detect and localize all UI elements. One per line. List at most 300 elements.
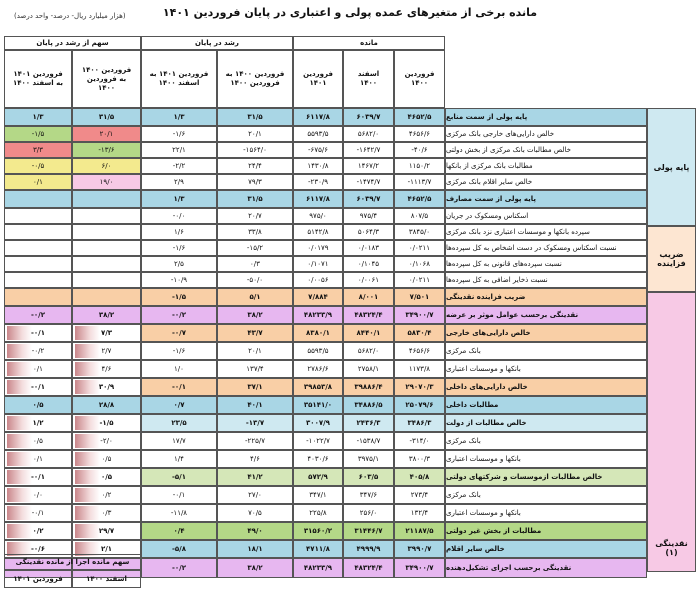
cell-value: ۴۹۹۹/۹: [356, 545, 381, 553]
data-table: [4, 36, 696, 591]
table-cell: [293, 360, 343, 378]
table-row: [4, 142, 696, 158]
cell-value: ۸/۰۰۱: [358, 293, 379, 301]
cell-value: ۲۴/۴: [248, 162, 262, 170]
cell-value: ۳۰/۹: [98, 383, 115, 391]
table-cell: [72, 142, 141, 158]
table-cell: [141, 208, 217, 224]
table-cell: [141, 324, 217, 342]
cell-value: -۰/۱: [172, 491, 186, 499]
table-cell: [72, 158, 141, 174]
table-cell: [343, 522, 394, 540]
cell-value: ۱/۴: [174, 455, 184, 463]
cell-value: ۵۶۸۲/۰: [357, 347, 380, 355]
cell-value: ۰/۰۰۵۶: [307, 276, 329, 284]
row-label: پایه پولی از سمت منابع: [445, 108, 647, 126]
header-balance-col-2: اسفند ۱۴۰۰: [343, 50, 394, 108]
cell-value: ۱۱۵۰/۲: [408, 162, 431, 170]
cell-value: ۳۴۸۸۶/۵: [354, 401, 383, 409]
cell-value: ۵۰۶۴/۳: [357, 228, 380, 236]
table-row: [4, 224, 696, 240]
cell-value: ۲۷۳/۴: [410, 491, 429, 499]
table-cell: [293, 224, 343, 240]
cell-value: -۰/۱: [171, 383, 186, 391]
share-bar: [7, 470, 32, 484]
cell-value: ۷۹/۳: [248, 178, 262, 186]
footer-col-1: فروردین ۱۴۰۱: [4, 570, 72, 588]
table-cell: [141, 108, 217, 126]
table-cell: [343, 108, 394, 126]
cell-value: -۱/۶: [172, 347, 186, 355]
cell-value: ۳۵۱۴۱/۰: [303, 401, 333, 409]
table-cell: [217, 378, 293, 396]
table-cell: [4, 256, 72, 272]
cell-value: ۸۰۷/۵: [410, 212, 429, 220]
cell-value: ۱/۳: [173, 195, 185, 203]
cell-value: ۰/۱: [33, 178, 43, 186]
cell-value: ۳۳/۸: [248, 228, 262, 236]
cell-value: ۳۸/۲: [247, 564, 263, 572]
cell-value: ۶۱۱۷/۸: [306, 113, 330, 121]
cell-value: ۱۷/۷: [172, 437, 186, 445]
table-cell: [217, 240, 293, 256]
table-cell: [343, 468, 394, 486]
cell-value: ۳۷/۱: [247, 383, 263, 391]
row-label: اسکناس ومسکوک در جریان: [445, 208, 647, 224]
table-cell: [217, 522, 293, 540]
cell-value: ۱۳۲/۴: [410, 509, 429, 517]
cell-value: ۰/۳: [101, 509, 112, 517]
cell-value: ۲۲۵/۸: [309, 509, 327, 517]
table-cell: [141, 158, 217, 174]
header-growth-col-2: فروردین ۱۴۰۰ به فروردین ۱۴۰۰: [217, 50, 293, 108]
cell-value: ۰/۷: [173, 401, 185, 409]
cell-value: -۱۰/۹: [170, 276, 188, 284]
table-row: [4, 486, 696, 504]
table-cell: [293, 432, 343, 450]
table-cell: [141, 288, 217, 306]
row-label: سپرده بانکها و موسسات اعتباری نزد بانک مرکزی: [445, 224, 647, 240]
table-cell: [217, 342, 293, 360]
table-cell: [394, 396, 445, 414]
table-cell: [343, 126, 394, 142]
cell-value: ۳۴۹۰۰/۷: [405, 564, 434, 572]
cell-value: ۳۴۷/۱: [309, 491, 327, 499]
cell-value: ۴۶۵۲/۵: [407, 113, 432, 121]
table-row: [4, 342, 696, 360]
section-base-money: پایه پولی: [647, 108, 696, 226]
cell-value: ۲۰/۱: [248, 347, 262, 355]
table-cell: [72, 288, 141, 306]
table-cell: [394, 306, 445, 324]
row-label: نسبت ذخایر اضافی به کل سپرده‌ها: [445, 272, 647, 288]
table-cell: [217, 208, 293, 224]
table-cell: [394, 414, 445, 432]
share-bar: [75, 362, 100, 376]
table-cell: [4, 522, 72, 540]
footer-col-2: اسفند ۱۴۰۰: [72, 570, 141, 588]
cell-value: ۳۹۹۰/۷: [407, 545, 432, 553]
row-label: خالص سایر اقلام: [445, 540, 647, 558]
cell-value: ۲۸/۸: [98, 401, 115, 409]
table-cell: [394, 240, 445, 256]
table-cell: [293, 240, 343, 256]
table-cell: [72, 522, 141, 540]
cell-value: ۵۷۲/۹: [308, 473, 328, 481]
cell-value: -۱۵۳۸/۷: [356, 437, 381, 445]
table-cell: [394, 342, 445, 360]
table-row: [4, 378, 696, 396]
cell-value: ۰/۵: [101, 455, 112, 463]
row-label: خالص دارایی‌های خارجی بانک مرکزی: [445, 126, 647, 142]
table-cell: [4, 504, 72, 522]
cell-value: -۰/۱: [31, 509, 45, 517]
cell-value: -۱۶۴۲/۷: [356, 146, 381, 154]
table-cell: [4, 288, 72, 306]
cell-value: -۱۴۷۴/۷: [356, 178, 381, 186]
cell-value: -۲/۲: [172, 162, 186, 170]
table-cell: [394, 208, 445, 224]
header-balance-col-3: فروردین ۱۴۰۰: [394, 50, 445, 108]
table-cell: [141, 174, 217, 190]
table-cell: [141, 504, 217, 522]
table-cell: [394, 522, 445, 540]
cell-value: ۴۷۱۱/۸: [306, 545, 330, 553]
table-cell: [343, 142, 394, 158]
cell-value: ۳۱/۵: [98, 113, 115, 121]
cell-value: ۴۶۵۲/۵: [407, 195, 432, 203]
footer-title-row: [4, 554, 696, 570]
table-cell: [394, 142, 445, 158]
table-cell: [293, 378, 343, 396]
cell-value: ۴۸۳۲۴/۴: [354, 564, 383, 572]
table-cell: [72, 272, 141, 288]
cell-value: ۷/۳: [100, 329, 113, 337]
row-label: نقدینگی برحسب اجزای تشکیل‌دهنده: [445, 558, 647, 578]
cell-value: ۱۴۶۷/۲: [357, 162, 380, 170]
table-cell: [217, 174, 293, 190]
share-bar: [75, 380, 100, 394]
table-cell: [343, 306, 394, 324]
cell-value: ۳۸/۲: [98, 311, 115, 319]
cell-value: ۰/۵: [32, 401, 44, 409]
cell-value: ۲۲/۱: [172, 146, 186, 154]
header-balance-col-1: فروردین ۱۴۰۱: [293, 50, 343, 108]
table-cell: [4, 190, 72, 208]
cell-value: -۲۳۰/۹: [308, 178, 328, 186]
table-cell: [343, 324, 394, 342]
cell-value: ۲۴۳۶/۳: [356, 419, 381, 427]
table-cell: [72, 256, 141, 272]
table-row: [4, 306, 696, 324]
table-cell: [293, 342, 343, 360]
cell-value: ۰/۱: [33, 365, 43, 373]
cell-value: ۳۴۹۰۰/۷: [405, 311, 434, 319]
table-row: [4, 190, 696, 208]
table-cell: [394, 468, 445, 486]
table-cell: [293, 306, 343, 324]
cell-value: ۳۱/۵: [247, 113, 263, 121]
table-row: [4, 432, 696, 450]
cell-value: ۵۸۳۰/۴: [407, 329, 432, 337]
header-balance-group: مانده: [293, 36, 445, 50]
unit-note: (هزار میلیارد ریال- درصد- واحد درصد): [14, 12, 126, 20]
cell-value: ۸۳۸۰/۱: [306, 329, 330, 337]
cell-value: -۰/۰: [172, 212, 186, 220]
header-share-col-1: فروردین ۱۴۰۱ به اسفند ۱۴۰۰: [4, 50, 72, 108]
cell-value: -۱۵۶۴/۰: [243, 146, 267, 154]
cell-value: -۱۳/۶: [98, 146, 115, 154]
table-cell: [217, 272, 293, 288]
cell-value: ۰/۱۰۴۵: [357, 260, 380, 268]
row-label: خالص مطالبات ازموسسات و شرکتهای دولتی: [445, 468, 647, 486]
share-bar: [75, 470, 100, 484]
table-cell: [217, 450, 293, 468]
table-cell: [217, 396, 293, 414]
table-cell: [4, 240, 72, 256]
cell-value: -۱/۵: [99, 419, 114, 427]
table-row: [4, 396, 696, 414]
table-cell: [141, 396, 217, 414]
table-row: [4, 174, 696, 190]
table-cell: [72, 378, 141, 396]
cell-value: ۰/۰۰۶۱: [357, 276, 380, 284]
cell-value: ۲/۱: [100, 545, 113, 553]
table-cell: [343, 504, 394, 522]
cell-value: ۴۰/۱: [247, 401, 263, 409]
cell-value: ۹۷۵/۰: [309, 212, 327, 220]
table-cell: [293, 208, 343, 224]
cell-value: ۲۰/۱: [248, 130, 262, 138]
cell-value: -۱۰۲۲/۷: [306, 437, 330, 445]
header-growth-col-1: فروردین ۱۴۰۱ به اسفند ۱۴۰۰: [141, 50, 217, 108]
cell-value: ۳۸/۲: [247, 311, 263, 319]
cell-value: ۲۵۶/۰: [359, 509, 378, 517]
table-cell: [217, 142, 293, 158]
cell-value: ۱/۶: [174, 228, 184, 236]
cell-value: ۰/۰۲۱۱: [408, 244, 431, 252]
table-cell: [217, 486, 293, 504]
table-cell: [217, 126, 293, 142]
table-cell: [4, 450, 72, 468]
cell-value: -۱۳/۷: [245, 419, 265, 427]
table-cell: [293, 486, 343, 504]
table-cell: [394, 432, 445, 450]
cell-value: ۰/۵: [100, 473, 113, 481]
table-cell: [343, 256, 394, 272]
cell-value: -۴۰/۶: [411, 146, 428, 154]
row-label: بانکها و موسسات اعتباری: [445, 360, 647, 378]
cell-value: -۰/۱: [30, 329, 45, 337]
table-row: [4, 126, 696, 142]
table-row: [4, 256, 696, 272]
table-cell: [217, 324, 293, 342]
row-label: ضریب فزاینده نقدینگی: [445, 288, 647, 306]
share-bar: [7, 380, 32, 394]
table-cell: [141, 240, 217, 256]
table-cell: [293, 414, 343, 432]
table-cell: [4, 360, 72, 378]
table-row: [4, 450, 696, 468]
table-cell: [141, 126, 217, 142]
cell-value: ۰/۱: [33, 455, 43, 463]
cell-value: ۳۸۰۰/۳: [408, 455, 431, 463]
cell-value: -۵/۸: [171, 545, 186, 553]
table-cell: [293, 272, 343, 288]
table-cell: [394, 288, 445, 306]
table-row: [4, 272, 696, 288]
cell-value: ۲۱۱۸۷/۵: [405, 527, 434, 535]
cell-value: ۱۳۷/۴: [246, 365, 264, 373]
table-cell: [343, 208, 394, 224]
table-cell: [141, 306, 217, 324]
cell-value: ۱/۳: [32, 113, 44, 121]
cell-value: -۰/۲: [30, 311, 45, 319]
cell-value: ۵/۱: [249, 293, 261, 301]
table-cell: [343, 414, 394, 432]
share-bar: [7, 434, 32, 448]
share-bar: [75, 452, 100, 466]
table-cell: [4, 414, 72, 432]
table-row: [4, 288, 696, 306]
header-groups: [4, 36, 696, 50]
table-cell: [293, 126, 343, 142]
cell-value: -۰/۱: [30, 473, 45, 481]
section-liquidity: نقدینگی (۱): [647, 292, 696, 572]
cell-value: ۰/۰۱۸۳: [357, 244, 380, 252]
table-cell: [394, 378, 445, 396]
cell-value: ۳۱/۵: [247, 195, 263, 203]
table-cell: [343, 378, 394, 396]
table-cell: [343, 158, 394, 174]
table-cell: [72, 342, 141, 360]
table-cell: [293, 174, 343, 190]
cell-value: ۲۳/۵: [171, 419, 187, 427]
table-cell: [4, 396, 72, 414]
cell-value: ۴۰۵/۸: [409, 473, 430, 481]
table-row: [4, 360, 696, 378]
cell-value: -۰/۵: [31, 162, 45, 170]
cell-value: ۴۸۲۳۳/۹: [303, 564, 333, 572]
cell-value: ۳۴۷/۶: [359, 491, 378, 499]
cell-value: ۴۱/۲: [247, 473, 263, 481]
share-bar: [75, 506, 100, 520]
cell-value: -۱۵/۲: [246, 244, 264, 252]
table-cell: [4, 108, 72, 126]
table-cell: [217, 190, 293, 208]
table-cell: [141, 522, 217, 540]
table-cell: [217, 468, 293, 486]
table-cell: [72, 486, 141, 504]
row-label: خالص مطالبات بانک مرکزی از بخش دولتی: [445, 142, 647, 158]
cell-value: ۳۸۴۵/۰: [408, 228, 431, 236]
share-bar: [7, 488, 32, 502]
cell-value: ۱۴۳۰/۸: [307, 162, 329, 170]
cell-value: ۶۰۳/۵: [358, 473, 379, 481]
table-cell: [343, 288, 394, 306]
row-label: بانکها و موسسات اعتباری: [445, 504, 647, 522]
cell-value: -۱/۶: [172, 130, 186, 138]
cell-value: ۲۰/۷: [248, 212, 262, 220]
cell-value: ۱/۳: [173, 113, 185, 121]
table-cell: [217, 504, 293, 522]
row-label: نقدینگی برحسب عوامل موثر بر عرضه: [445, 306, 647, 324]
cell-value: -۱/۵: [31, 130, 45, 138]
table-cell: [394, 108, 445, 126]
table-cell: [72, 414, 141, 432]
cell-value: ۶۰۳۹/۷: [356, 113, 381, 121]
cell-value: ۴۶۵۶/۶: [408, 130, 431, 138]
cell-value: ۰/۱۰۷۱: [307, 260, 329, 268]
table-cell: [394, 224, 445, 240]
cell-value: ۴۰۳۰/۶: [307, 455, 329, 463]
table-cell: [4, 126, 72, 142]
cell-value: ۰/۰: [33, 491, 43, 499]
cell-value: ۲/۹: [174, 178, 184, 186]
share-bar: [7, 326, 32, 340]
share-bar: [75, 488, 100, 502]
cell-value: ۴۸۳۲۴/۴: [354, 311, 383, 319]
row-label: نسبت اسکناس ومسکوک در دست اشخاص به کل سپرده‌ها: [445, 240, 647, 256]
cell-value: ۷/۸۸۴: [308, 293, 328, 301]
table-cell: [72, 190, 141, 208]
cell-value: ۰/۰۲۱۱: [408, 276, 431, 284]
table-cell: [394, 158, 445, 174]
table-cell: [72, 324, 141, 342]
cell-value: -۰/۶: [30, 545, 45, 553]
row-label: بانک مرکزی: [445, 342, 647, 360]
cell-value: ۷/۵۰۱: [409, 293, 430, 301]
table-cell: [4, 486, 72, 504]
table-cell: [343, 342, 394, 360]
table-row: [4, 324, 696, 342]
cell-value: ۰/۱۰۶۸: [408, 260, 431, 268]
section-multiplier: ضریب فزاینده: [647, 226, 696, 292]
table-cell: [141, 450, 217, 468]
table-cell: [217, 288, 293, 306]
cell-value: ۲/۵: [174, 260, 184, 268]
row-label: خالص دارایی‌های داخلی: [445, 378, 647, 396]
cell-value: ۳/۳: [33, 146, 43, 154]
row-label: بانکها و موسسات اعتباری: [445, 450, 647, 468]
table-cell: [141, 378, 217, 396]
cell-value: -۲/۰: [100, 437, 113, 445]
row-label: خالص سایر اقلام بانک مرکزی: [445, 174, 647, 190]
table-cell: [141, 342, 217, 360]
table-cell: [72, 126, 141, 142]
table-cell: [72, 240, 141, 256]
share-bar: [75, 326, 100, 340]
table-cell: [394, 190, 445, 208]
table-cell: [343, 450, 394, 468]
table-row: [4, 208, 696, 224]
table-cell: [217, 306, 293, 324]
cell-value: ۰/۲: [32, 527, 44, 535]
cell-value: -۰/۲: [171, 564, 186, 572]
cell-value: ۴۳/۷: [247, 329, 263, 337]
table-cell: [141, 468, 217, 486]
row-label: بانک مرکزی: [445, 486, 647, 504]
share-bar: [75, 416, 100, 430]
table-cell: [217, 360, 293, 378]
cell-value: ۰/۳: [250, 260, 260, 268]
table-cell: [343, 190, 394, 208]
share-bar: [7, 344, 32, 358]
cell-value: -۰/۱: [30, 383, 45, 391]
table-cell: [293, 396, 343, 414]
table-cell: [343, 360, 394, 378]
table-cell: [72, 174, 141, 190]
